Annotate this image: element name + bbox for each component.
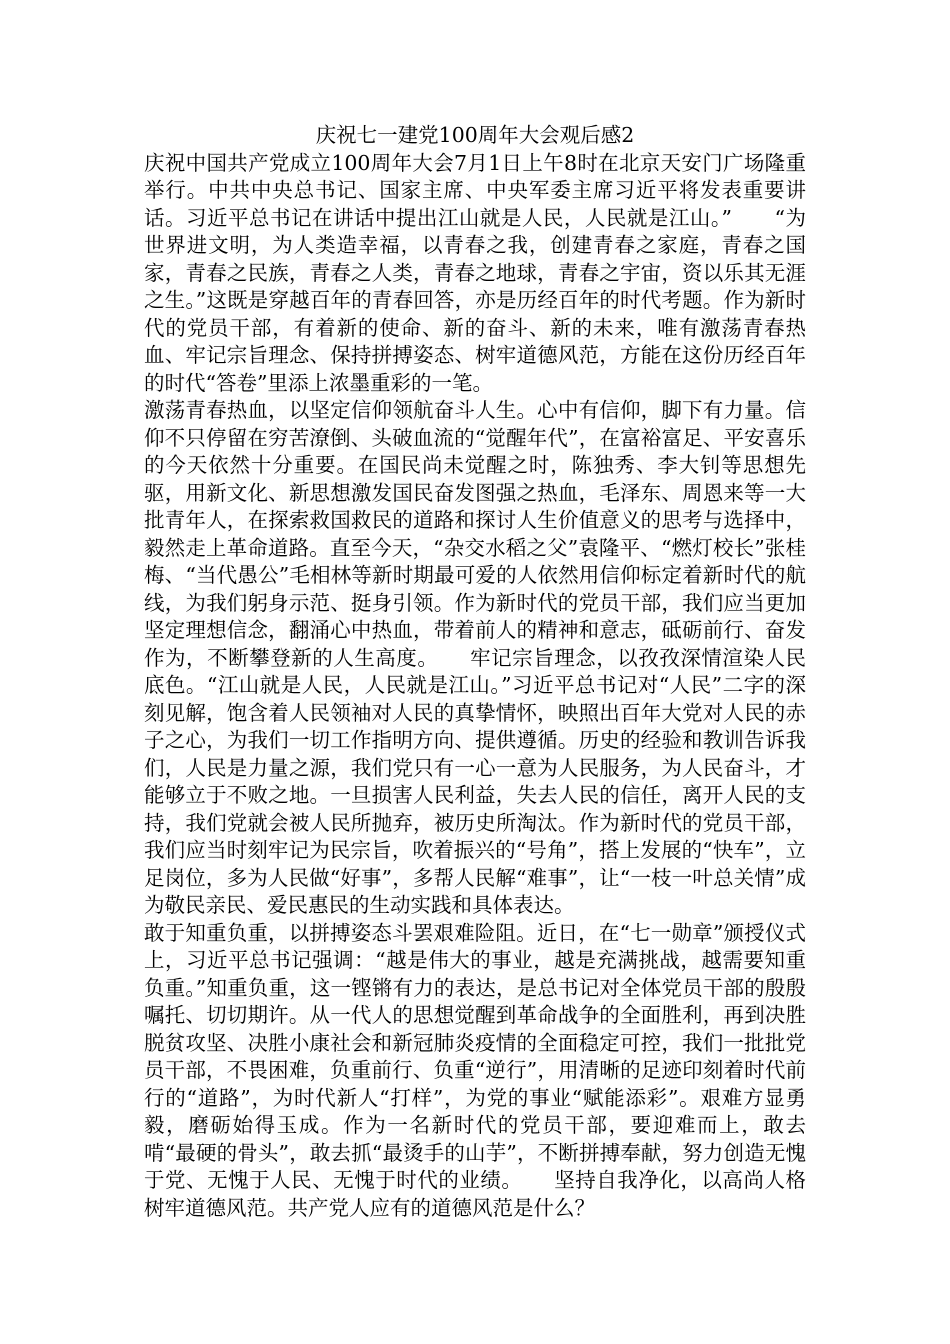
- document-title: 庆祝七一建党100周年大会观后感2: [315, 123, 635, 147]
- paragraph-responsibility: 敢于知重负重，以拼搏姿态斗罢艰难险阻。近日，在“七一勋章”颁授仪式上，习近平总书记强调：“越是伟大的事业，越是充满挑战，越需要知重负重。”知重负重，这一铿锵有力的表达，是总书记对全体党员干部的殷殷嘱托、切切期许。从一代人的思想觉醒到革命战争的全面胜利，再到决胜脱贫攻坚、决胜小康社会和新冠肺炎疫情的全面稳定可控，我们一批批党员干部，不畏困难，负重前行、负重“逆行”，用清晰的足迹印刻着时代前行的“道路”，为时代新人“打样”，为党的事业“赋能添彩”。艰难方显勇毅，磨砺始得玉成。作为一名新时代的党员干部，要迎难而上，敢去啃“最硬的骨头”，敢去抓“最烫手的山芋”，不断拼搏奉献，努力创造无愧于党、无愧于人民、无愧于时代的业绩。 坚持自我净化，以高尚人格树牢道德风范。共产党人应有的道德风范是什么？: [144, 920, 806, 1220]
- paragraph-faith-and-people: 激荡青春热血，以坚定信仰领航奋斗人生。心中有信仰，脚下有力量。信仰不只停留在穷苦潦倒、头破血流的“觉醒年代”，在富裕富足、平安喜乐的今天依然十分重要。在国民尚未觉醒之时，陈独秀、李大钊等思想先驱，用新文化、新思想激发国民奋发图强之热血，毛泽东、周恩来等一大批青年人，在探索救国救民的道路和探讨人生价值意义的思考与选择中，毅然走上革命道路。直至今天，“杂交水稻之父”袁隆平、“燃灯校长”张桂梅、“当代愚公”毛相林等新时期最可爱的人依然用信仰标定着新时代的航线，为我们躬身示范、挺身引领。作为新时代的党员干部，我们应当更加坚定理想信念，翻涌心中热血，带着前人的精神和意志，砥砺前行、奋发作为，不断攀登新的人生高度。 牢记宗旨理念，以孜孜深情渲染人民底色。“江山就是人民，人民就是江山。”习近平总书记对“人民”二字的深刻见解，饱含着人民领袖对人民的真挚情怀，映照出百年大党对人民的赤子之心，为我们一切工作指明方向、提供遵循。历史的经验和教训告诉我们，人民是力量之源，我们党只有一心一意为人民服务，为人民奋斗，才能够立于不败之地。一旦损害人民利益，失去人民的信任，离开人民的支持，我们党就会被人民所抛弃，被历史所淘汰。作为新时代的党员干部，我们应当时刻牢记为民宗旨，吹着振兴的“号角”，搭上发展的“快车”，立足岗位，多为人民做“好事”，多帮人民解“难事”，让“一枝一叶总关情”成为敬民亲民、爱民惠民的生动实践和具体表达。: [144, 398, 806, 917]
- paragraph-intro: 庆祝中国共产党成立100周年大会7月1日上午8时在北京天安门广场隆重举行。中共中央总书记、国家主席、中央军委主席习近平将发表重要讲话。习近平总书记在讲话中提出江山就是人民，人民就是江山。” “为世界进文明，为人类造幸福，以青春之我，创建青春之家庭，青春之国家，青春之民族，青春之人类，青春之地球，青春之宇宙，资以乐其无涯之生。”这既是穿越百年的青春回答，亦是历经百年的时代考题。作为新时代的党员干部，有着新的使命、新的奋斗、新的未来，唯有激荡青春热血、牢记宗旨理念、保持拼搏姿态、树牢道德风范，方能在这份历经百年的时代“答卷”里添上浓墨重彩的一笔。: [144, 150, 806, 395]
- document-body: [144, 122, 806, 1222]
